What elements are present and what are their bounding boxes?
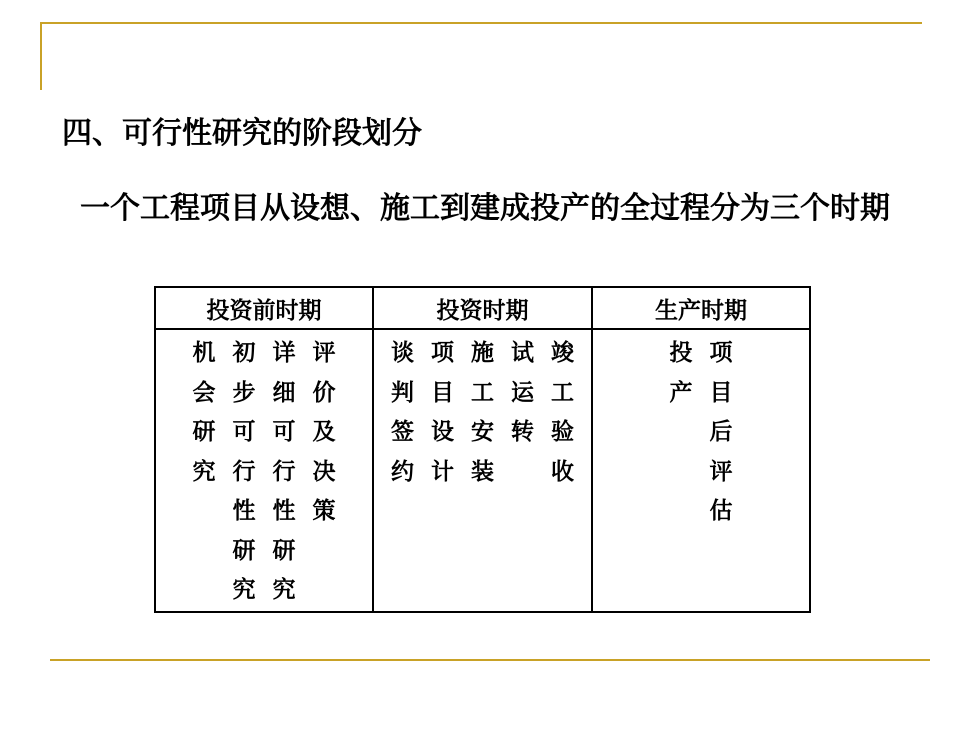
stage-completion-acceptance: [543, 334, 583, 492]
stage-construction: [463, 334, 503, 492]
stage-char: 工: [551, 379, 574, 406]
header-pre-investment: 投资前时期: [155, 287, 373, 329]
stage-char: [184, 492, 224, 532]
stage-char: 产: [669, 379, 693, 406]
stage-project-design: [423, 334, 463, 492]
stage-post-evaluation: [701, 334, 741, 532]
stage-char: 装: [471, 458, 494, 485]
stage-char: 策: [312, 498, 336, 524]
stage-char: 步: [232, 379, 256, 406]
stage-char: 研: [192, 419, 216, 445]
stage-evaluation-decision: [304, 334, 344, 611]
stage-char: 投: [669, 340, 693, 366]
top-rule: [40, 22, 922, 24]
stage-char: 收: [551, 458, 574, 485]
stage-char: 转: [511, 419, 534, 445]
stage-char: 性: [232, 498, 256, 524]
stage-char: 行: [272, 458, 296, 485]
stage-char: 机: [192, 340, 216, 366]
stage-char: 可: [272, 419, 296, 445]
stage-char: 价: [312, 379, 336, 406]
stage-char: 谈: [391, 340, 414, 366]
stage-detailed-feasibility: [264, 334, 304, 611]
cell-pre-investment: [155, 329, 373, 612]
stage-trial-run: [503, 334, 543, 492]
stage-char: 细: [272, 379, 296, 406]
header-investment: 投资时期: [373, 287, 592, 329]
stage-char: 工: [471, 379, 494, 406]
production-stages: [593, 330, 809, 532]
left-rule: [40, 22, 42, 90]
stage-char: 后: [709, 419, 733, 445]
stage-char: 研: [232, 537, 256, 564]
stage-char: 设: [431, 419, 454, 445]
stage-char: 验: [551, 419, 574, 445]
bottom-rule: [50, 659, 930, 661]
stage-opportunity-study: [184, 334, 224, 611]
investment-stages: [374, 330, 591, 492]
section-subtitle: 一个工程项目从设想、施工到建成投产的全过程分为三个时期: [80, 191, 890, 226]
stage-char: 运: [511, 379, 534, 406]
pre-investment-stages: [156, 330, 372, 611]
stage-commissioning: [661, 334, 701, 532]
stage-char: 性: [272, 498, 296, 524]
stage-char: 究: [232, 577, 256, 603]
phases-table: [154, 286, 811, 613]
stage-char: 估: [709, 498, 733, 524]
stage-char: [184, 532, 224, 572]
stage-char: 约: [391, 458, 414, 485]
stage-char: 究: [272, 577, 296, 603]
section-heading: 四、可行性研究的阶段划分: [62, 116, 422, 151]
stage-char: 判: [391, 379, 414, 406]
table-header-row: [155, 287, 810, 329]
stage-char: 详: [272, 340, 296, 366]
stage-char: 行: [232, 458, 256, 485]
stage-char: 会: [192, 379, 216, 406]
stage-char: 试: [511, 340, 534, 366]
stage-char: 评: [312, 340, 336, 366]
stage-char: [184, 571, 224, 611]
cell-investment: [373, 329, 592, 612]
stage-char: 签: [391, 419, 414, 445]
stage-preliminary-feasibility: [224, 334, 264, 611]
stage-negotiation: [383, 334, 423, 492]
stage-char: 及: [312, 419, 336, 445]
stage-char: 项: [431, 340, 454, 366]
stage-char: 可: [232, 419, 256, 445]
stage-char: [503, 453, 543, 493]
stage-char: 究: [192, 458, 216, 485]
stage-char: 初: [232, 340, 256, 366]
stage-char: 安: [471, 419, 494, 445]
cell-production: [592, 329, 810, 612]
stage-char: [304, 532, 344, 572]
stage-char: 研: [272, 537, 296, 564]
stage-char: 竣: [551, 340, 574, 366]
stage-char: [304, 571, 344, 611]
stage-char: 评: [709, 458, 733, 485]
stage-char: 目: [431, 379, 454, 406]
stage-char: 计: [431, 458, 454, 485]
header-production: 生产时期: [592, 287, 810, 329]
table-body-row: [155, 329, 810, 612]
stage-char: 项: [709, 340, 733, 366]
stage-char: 施: [471, 340, 494, 366]
stage-char: 决: [312, 458, 336, 485]
stage-char: 目: [709, 379, 733, 406]
